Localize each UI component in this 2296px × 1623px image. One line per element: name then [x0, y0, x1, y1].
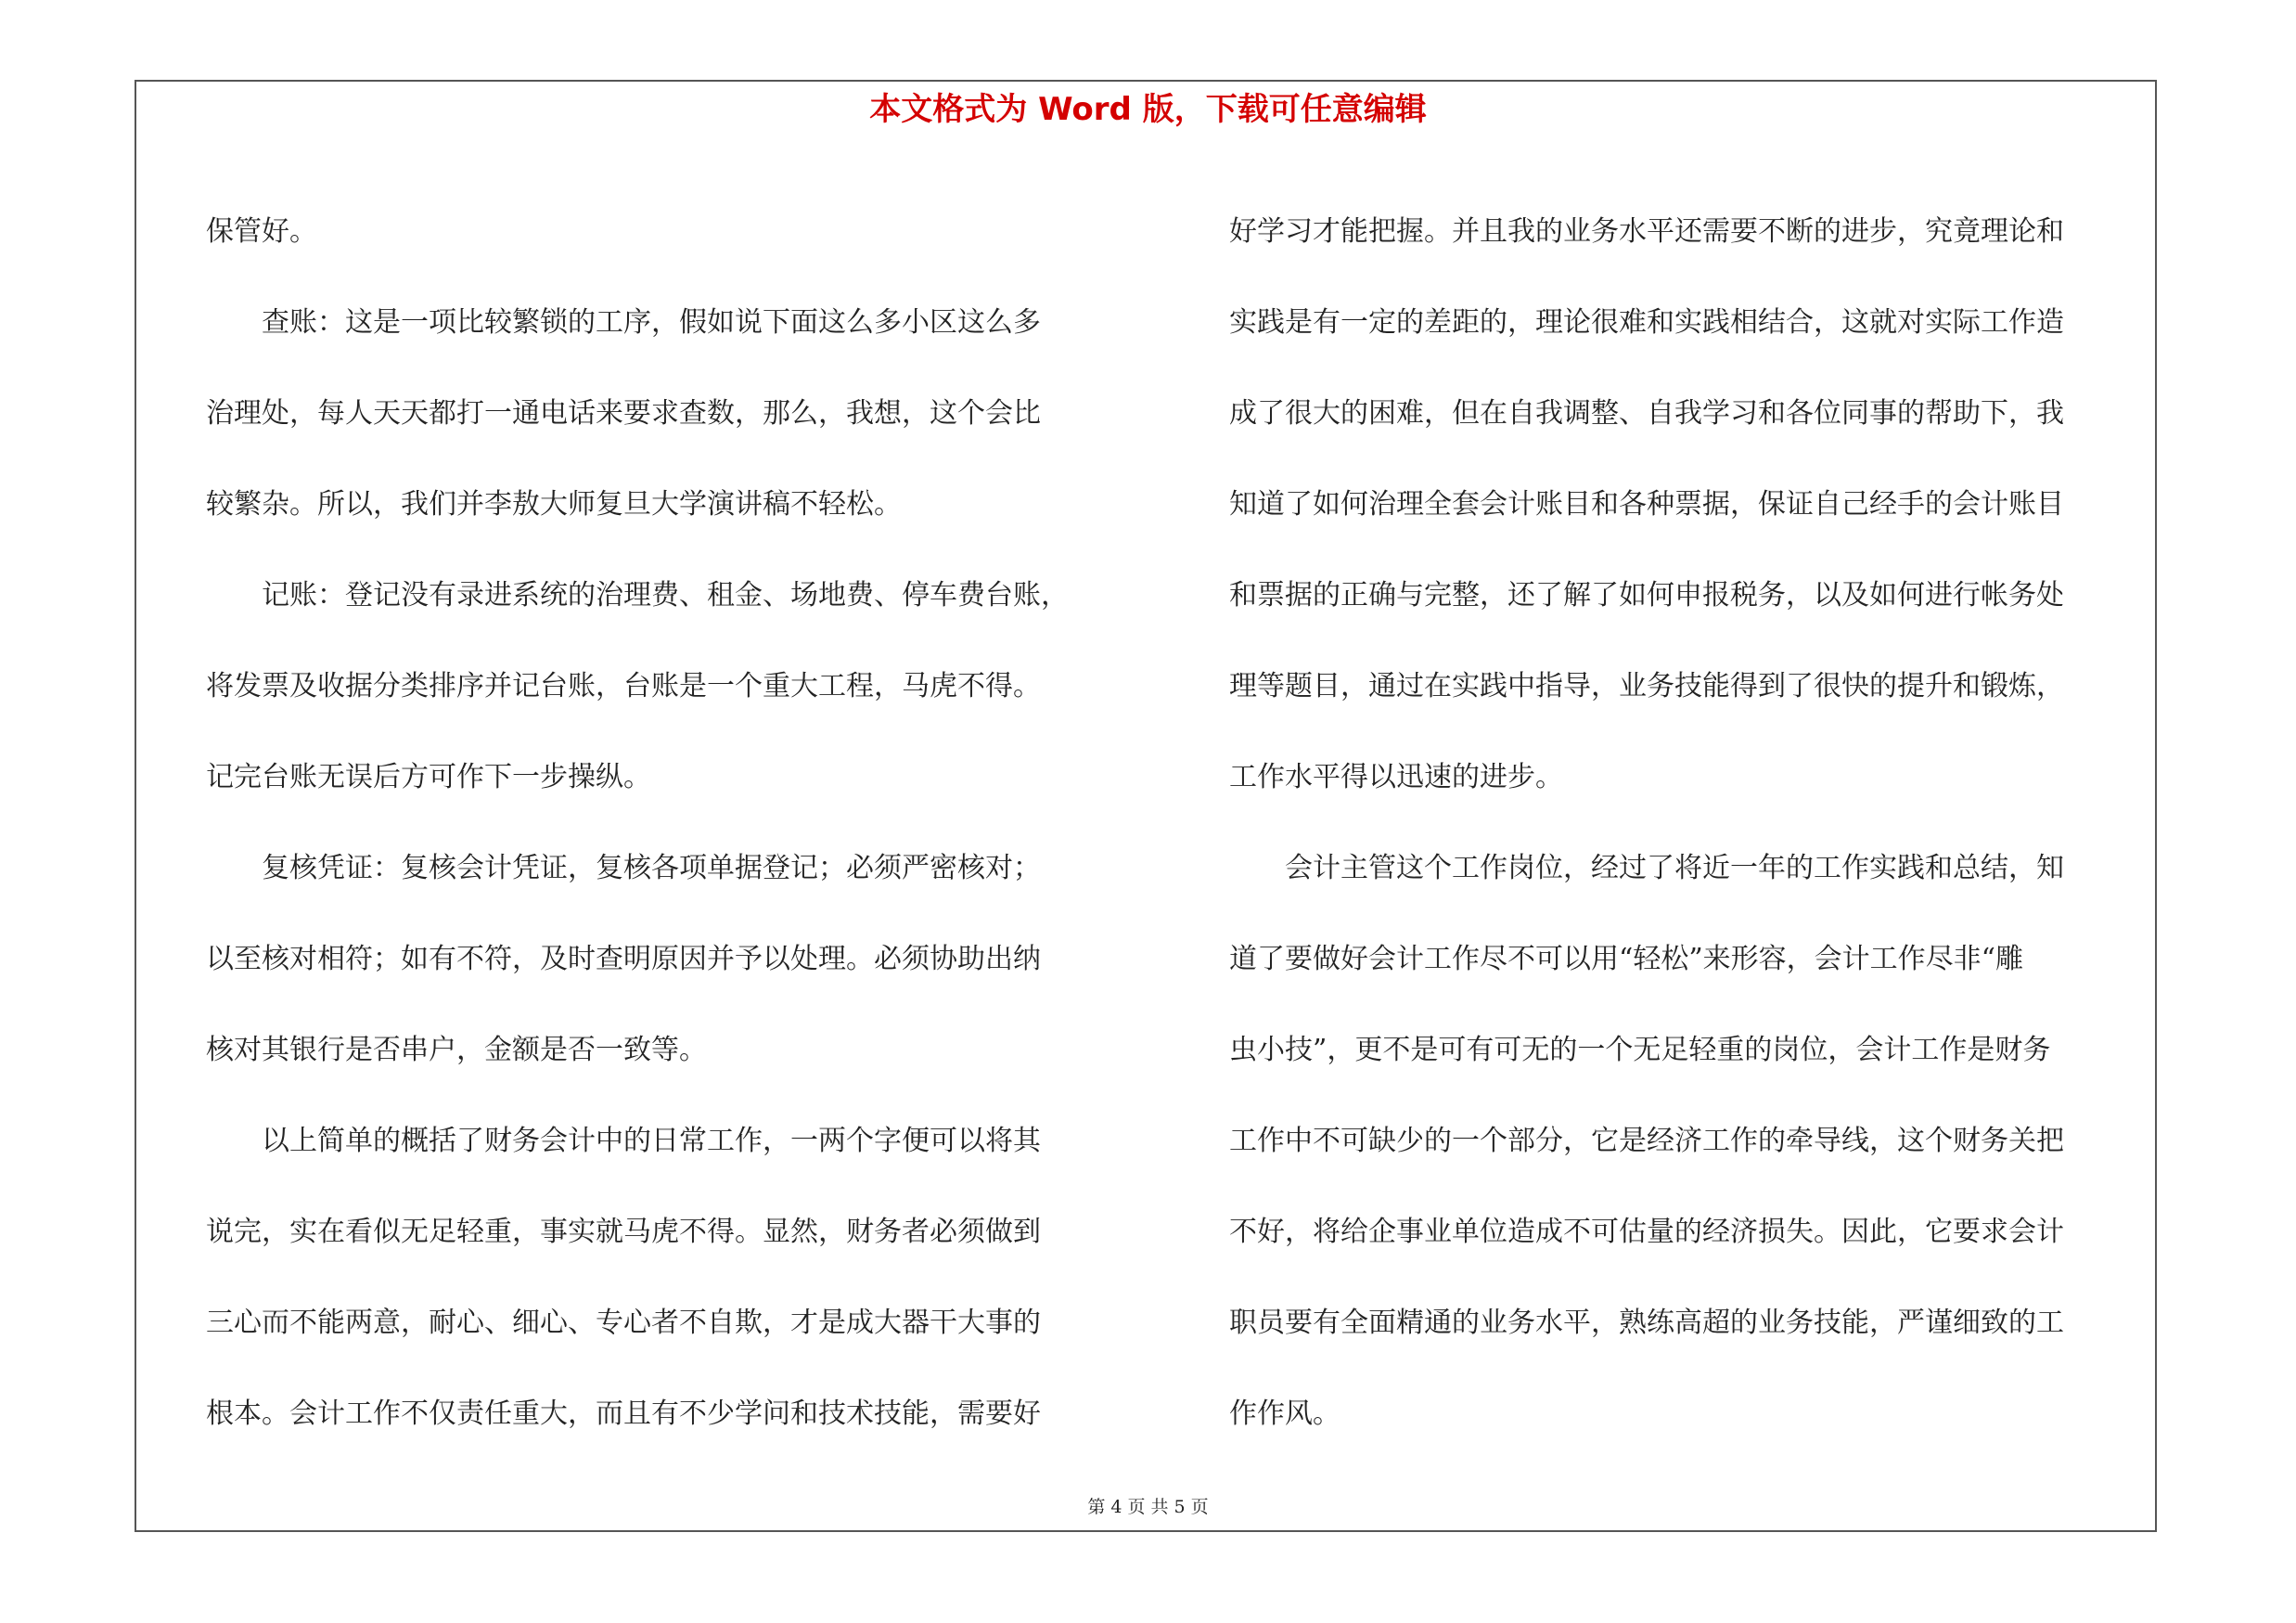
page-footer: [0, 1496, 2296, 1518]
text-line: 作作风。: [1229, 1398, 1340, 1430]
text-line: 核对其银行是否串户，金额是否一致等。: [206, 1034, 707, 1066]
text-line: 会计主管这个工作岗位，经过了将近一年的工作实践和总结，知: [1229, 852, 2064, 884]
text-line: 较繁杂。所以，我们并李敖大师复旦大学演讲稿不轻松。: [206, 488, 902, 521]
text-line: 保管好。: [206, 215, 317, 248]
text-line: 和票据的正确与完整，还了解了如何申报税务，以及如何进行帐务处: [1229, 579, 2064, 612]
banner-text: 本文格式为 Word 版，下载可任意编辑: [869, 91, 1427, 128]
left-text-column: [206, 187, 1134, 1460]
text-line: 道了要做好会计工作尽不可以用“轻松”来形容，会计工作尽非“雕: [1229, 943, 2024, 975]
right-text-column: [1229, 187, 2152, 1460]
text-line: 知道了如何治理全套会计账目和各种票据，保证自己经手的会计账目: [1229, 488, 2064, 521]
text-line: 不好，将给企事业单位造成不可估量的经济损失。因此，它要求会计: [1229, 1216, 2064, 1248]
text-line: 复核凭证：复核会计凭证，复核各项单据登记；必须严密核对；: [206, 852, 1041, 884]
text-line: 以上简单的概括了财务会计中的日常工作，一两个字便可以将其: [206, 1125, 1041, 1157]
page-number: 第 4 页 共 5 页: [1087, 1497, 1209, 1517]
text-line: 根本。会计工作不仅责任重大，而且有不少学问和技术技能，需要好: [206, 1398, 1041, 1430]
text-line: 虫小技”，更不是可有可无的一个无足轻重的岗位，会计工作是财务: [1229, 1034, 2051, 1066]
text-line: 实践是有一定的差距的，理论很难和实践相结合，这就对实际工作造: [1229, 306, 2064, 339]
text-line: 职员要有全面精通的业务水平，熟练高超的业务技能，严谨细致的工: [1229, 1307, 2064, 1339]
text-line: 记账：登记没有录进系统的治理费、租金、场地费、停车费台账，: [206, 579, 1069, 612]
text-line: 查账：这是一项比较繁锁的工序，假如说下面这么多小区这么多: [206, 306, 1041, 339]
text-line: 工作中不可缺少的一个部分，它是经济工作的牵导线，这个财务关把: [1229, 1125, 2064, 1157]
text-line: 将发票及收据分类排序并记台账，台账是一个重大工程，马虎不得。: [206, 670, 1041, 702]
text-line: 好学习才能把握。并且我的业务水平还需要不断的进步，究竟理论和: [1229, 215, 2064, 248]
text-line: 治理处，每人天天都打一通电话来要求查数，那么，我想，这个会比: [206, 397, 1041, 430]
text-line: 记完台账无误后方可作下一步操纵。: [206, 761, 651, 793]
text-line: 工作水平得以迅速的进步。: [1229, 761, 1563, 793]
document-banner: [0, 91, 2296, 128]
text-line: 三心而不能两意，耐心、细心、专心者不自欺，才是成大器干大事的: [206, 1307, 1041, 1339]
text-line: 理等题目，通过在实践中指导，业务技能得到了很快的提升和锻炼，: [1229, 670, 2064, 702]
text-line: 说完，实在看似无足轻重，事实就马虎不得。显然，财务者必须做到: [206, 1216, 1041, 1248]
text-line: 以至核对相符；如有不符，及时查明原因并予以处理。必须协助出纳: [206, 943, 1041, 975]
text-line: 成了很大的困难，但在自我调整、自我学习和各位同事的帮助下，我: [1229, 397, 2064, 430]
